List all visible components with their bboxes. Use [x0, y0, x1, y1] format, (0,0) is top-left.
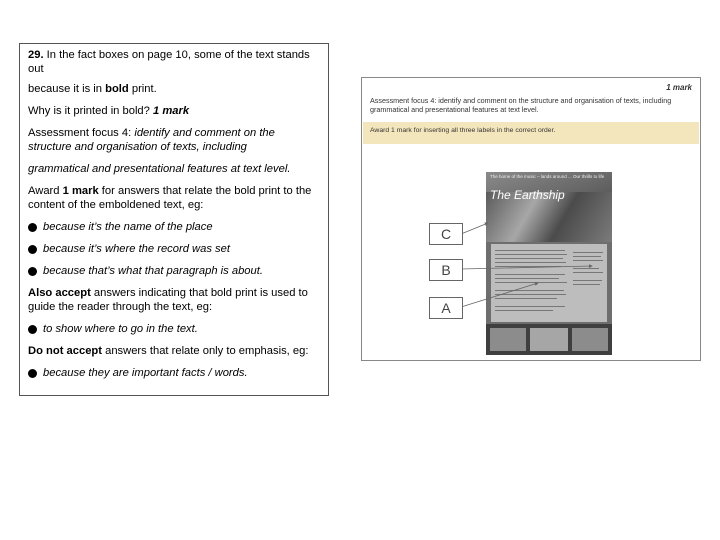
question-text: 29. In the fact boxes on page 10, some of the text stands out: [28, 49, 310, 75]
question-number: 29.: [28, 49, 44, 61]
do-not-accept: Do not accept answers that relate only to emphasis, eg:: [28, 345, 309, 357]
arrow-c: [461, 223, 488, 234]
award-criteria: Award 1 mark for answers that relate the bold print to the content of the emboldened text, eg:: [28, 185, 312, 211]
scan-assessment-focus: Assessment focus 4: identify and comment on the structure and organisation of texts, including grammatical and presentational features at text level.: [370, 96, 672, 114]
poster-title: The Earthship: [490, 188, 565, 202]
question-text-2: because it is in bold print.: [28, 83, 157, 95]
scan-mark: 1 mark: [666, 83, 692, 92]
label-a: A: [429, 297, 463, 319]
bullet-icon: [28, 325, 37, 334]
also-accept-example: to show where to go in the text.: [28, 322, 321, 336]
question-why: Why is it printed in bold? 1 mark: [28, 105, 190, 117]
award-example: because it’s the name of the place: [28, 220, 321, 234]
reject-example: because they are important facts / words.: [28, 366, 321, 380]
mark-scheme-scan: [361, 77, 701, 361]
question-mark: 1 mark: [153, 105, 190, 117]
assessment-focus-2: grammatical and presentational features at text level.: [28, 163, 291, 175]
arrow-b: [461, 266, 592, 269]
bullet-icon: [28, 245, 37, 254]
scan-award-banner: Award 1 mark for inserting all three labels in the correct order.: [363, 122, 699, 144]
bullet-icon: [28, 369, 37, 378]
award-example: because it’s where the record was set: [28, 242, 321, 256]
assessment-focus: Assessment focus 4: identify and comment on the structure and organisation of texts, including: [28, 127, 275, 153]
also-accept: Also accept answers indicating that bold print is used to guide the reader through the text, eg:: [28, 287, 308, 313]
award-example: because that’s what that paragraph is about.: [28, 264, 321, 278]
bullet-icon: [28, 223, 37, 232]
arrow-a: [461, 283, 538, 307]
bullet-icon: [28, 267, 37, 276]
label-arrows: [362, 78, 702, 362]
poster-heading: The home of the music – lands around ... Our thrills to life: [490, 174, 605, 179]
label-c: C: [429, 223, 463, 245]
label-b: B: [429, 259, 463, 281]
mark-scheme-box: [19, 43, 329, 396]
